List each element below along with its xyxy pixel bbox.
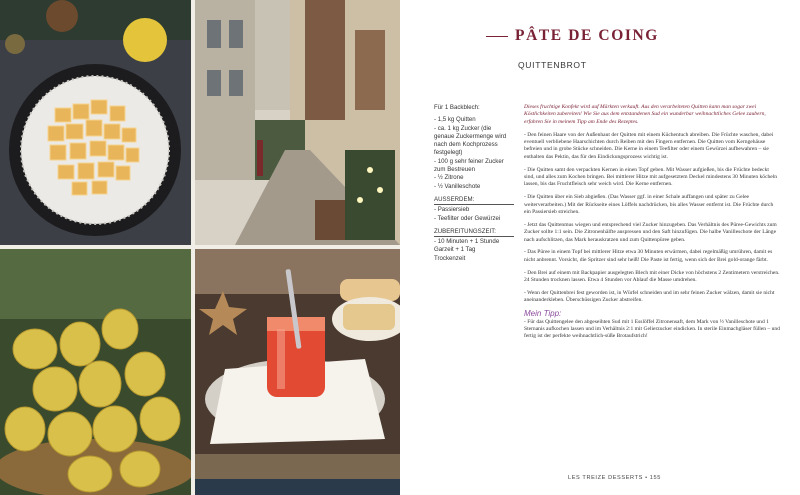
method-column (524, 104, 780, 346)
time-heading: ZUBEREITUNGSZEIT: (434, 228, 514, 237)
method-step: - Jetzt das Quittenmus wiegen und entsprechend viel Zucker hinzugeben. Das Verhältnis des Püree-Gewichts zum Zucker sollte 1:1 sein. Die Zitronenhälfte auspressen und den Saft hinzufügen. Die halbe Vanilleschote der Länge nach aufschlitzen, das Mark herauskratzen und zum Quittenpüree geben. (524, 221, 777, 243)
time-line: Trockenzeit (434, 254, 466, 262)
method-step: - Die Quitten über ein Sieb abgießen. (Das Wasser ggf. in einer Schale auffangen und später zu Gelee weiterverarbeiten.) Mit der Rückseite eines Löffels nachdrücken, bis alles Wasser entfernt ist. Die Früchte durch ein Passiersieb streichen. (524, 194, 774, 215)
time-line: Garzeit + 1 Tag (434, 246, 476, 254)
photo-provence-street (195, 0, 400, 245)
method-step: - Den feinen Haare von der Außenhaut der Quitten mit einem Küchentuch abreiben. Die Früchte waschen, dabei eventuell verbliebene Haarschichten durch Reiben mit den Fingern entfernen. Die Quitten vom Kerngehäuse befreien und in grobe Stücke schneiden. Die Kerne in einem Teefilter oder einem Gewürzei aufbewahren – sie enthalten das Pektin, das für den Eindickungsprozess wichtig ist. (524, 131, 774, 160)
ingredient-line: zum Bestreuen (434, 166, 475, 174)
extras-line: - Teefilter oder Gewürzei (434, 214, 501, 222)
method-step: - Den Brei auf einem mit Backpapier ausgelegten Blech mit einer Dicke von höchstens 2 Zentimetern verstreichen. 24 Stunden trocknen lassen. Etwa 4 Stunden vor Ablauf die Masse umdrehen. (524, 269, 780, 284)
ingredients-sidebar (434, 104, 514, 263)
tip-text: - Für das Quittengelee den abgeseihten Sud mit 1 Esslöffel Zitronensaft, dem Mark von ½ Vanilleschote und 1 Sternanis aufkochen lassen und im Verhältnis 2:1 mit Gelierzucker eindicken. In sterile Einmachgläser füllen – und fertig ist der perfekte weihnachtlich-süße Brotaufstrich! (524, 318, 780, 340)
ingredient-line: genaue Zuckermenge wird (434, 132, 507, 140)
page-footer: LES TREIZE DESSERTS • 155 (568, 475, 661, 481)
ingredient-line: - 100 g sehr feiner Zucker (434, 157, 504, 165)
ingredient-line: - ½ Zitrone (434, 174, 464, 182)
ingredient-line: - 1,5 kg Quitten (434, 116, 476, 124)
tip-heading: Mein Tipp: (524, 309, 562, 319)
ingredient-line: - ca. 1 kg Zucker (die (434, 124, 492, 132)
photo-quince-jelly-jar (195, 249, 400, 495)
method-step: - Wenn der Quittenbrei fest geworden ist, in Würfel schneiden und im sehr feinen Zucker wälzen, damit sie nicht aneinanderkleben. Überschüssigen Zucker abstreifen. (524, 290, 775, 304)
method-step: - Die Quitten samt den verpackten Kernen in einen Topf geben. Mit Wasser aufgießen, bis die Früchte bedeckt sind, und alles zum Kochen bringen. Bei mittlerer Hitze mit aufgesetztem Deckel mindestens 30 Minuten köcheln lassen, bis das Fruchtfleisch sehr weich wird. Die Kerne entfernen. (524, 166, 778, 188)
photo-quince-basket (0, 249, 191, 495)
extras-heading: AUSSERDEM: (434, 196, 514, 205)
time-line: - 10 Minuten + 1 Stunde (434, 238, 500, 246)
recipe-subtitle: QUITTENBROT (518, 60, 587, 70)
recipe-page (400, 0, 800, 495)
ingredient-line: festgelegt) (434, 149, 463, 157)
ingredient-line: nach dem Kochprozess (434, 141, 498, 149)
photo-quince-paste-plate (0, 0, 191, 245)
extras-line: - Passiersieb (434, 206, 470, 214)
recipe-title: PÂTE DE COING (515, 27, 659, 44)
serving-size: Für 1 Backblech: (434, 104, 480, 111)
ingredient-list (434, 116, 514, 191)
recipe-intro: Dieses fruchtige Konfekt wird auf Märkten verkauft. Aus den verarbeiteten Quitten kann man sogar zwei Köstlichkeiten zubereiten! Wie Sie aus dem entstandenen Sud ein wunderbar weihnachtliches Gelee zaubern, erfahren Sie in meinem Tipp am Ende des Rezeptes. (524, 104, 766, 125)
method-step: - Das Püree in einem Topf bei mittlerer Hitze etwa 30 Minuten erwärmen, dabei regelmäßig umrühren, damit es nicht anbrennt. Vorsicht, die Spritzer sind sehr heiß! Die Paste ist fertig, wenn sich der Brei gold-orange färbt. (524, 249, 773, 263)
title-rule (486, 36, 508, 37)
ingredient-line: - ½ Vanilleschote (434, 182, 481, 190)
